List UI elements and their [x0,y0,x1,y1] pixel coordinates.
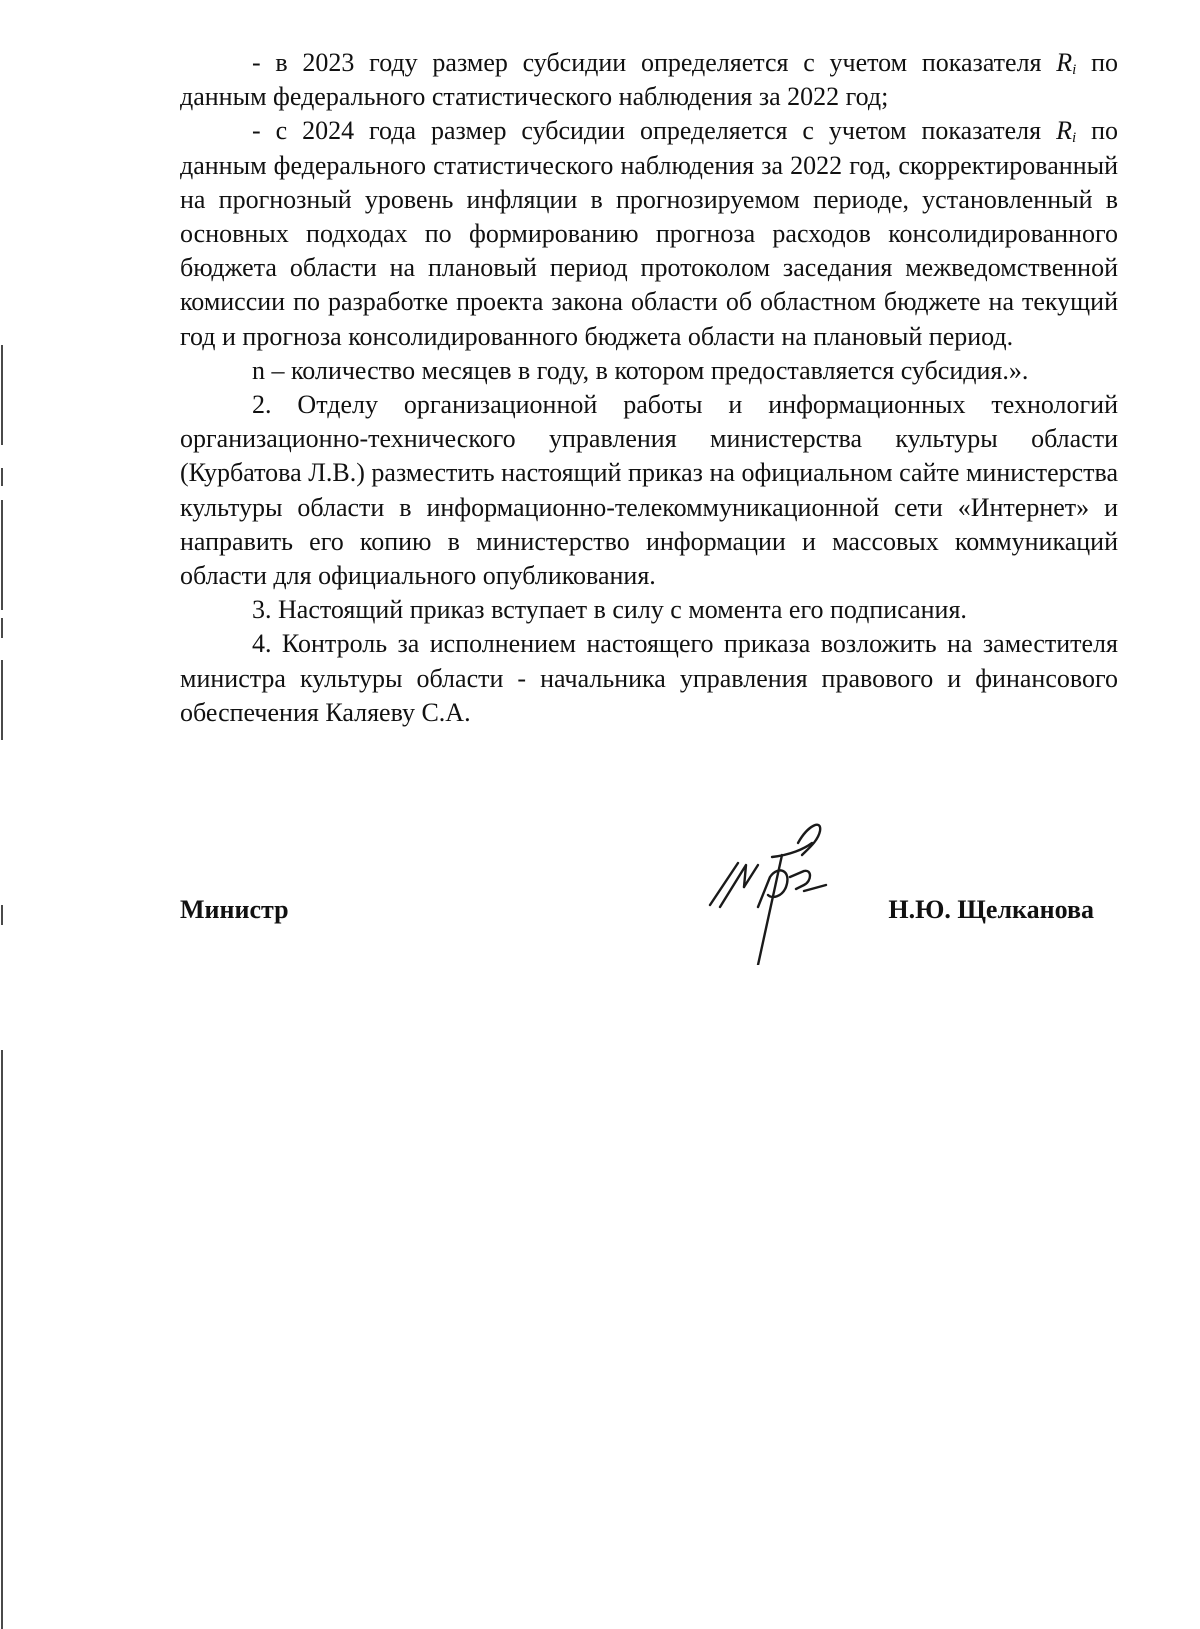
paragraph-item-2: 2. Отделу организационной работы и информационных технологий организационно-технического управления министерства культуры области (Курбатова Л.В.) разместить настоящий приказ на официальном сайте министерства культуры области в информационно-телекоммуникационной сети «Интернет» и направить его копию в министерство информации и массовых коммуникаций области для официального опубликования. [180,390,1118,591]
signer-name: Н.Ю. Щелканова [888,895,1094,924]
handwritten-signature [700,815,870,965]
indicator-symbol: $R_i$ [1056,116,1077,147]
paragraph-item-3: 3. Настоящий приказ вступает в силу с момента его подписания. [252,595,967,625]
scan-edge-mark [1,618,3,638]
signature-block [180,885,1118,935]
scan-edge-mark [1,660,3,740]
scan-edge-mark [1,905,3,925]
indicator-symbol: $R_i$ [1056,48,1077,78]
signer-role: Министр [180,895,289,924]
scan-edge-mark [1,500,3,610]
paragraph-2024: - с 2024 года размер субсидии определяется с учетом показателя $R_i$ по данным федерального статистического наблюдения за 2022 год, скорректированный на прогнозный уровень инфляции в прогнозируемом периоде, установленный в основных подходах по формированию прогноза расходов консолидированного бюджета области на плановый период протоколом заседания межведомственной комиссии по разработке проекта закона области об областном бюджете на текущий год и прогноза консолидированного бюджета области на плановый период. [180,116,1118,351]
paragraph-months: n – количество месяцев в году, в котором предоставляется субсидия.». [252,355,1029,385]
scan-edge-mark [1,1050,3,1629]
scan-edge-mark [1,345,3,445]
scan-edge-mark [1,468,3,486]
paragraph-item-4: 4. Контроль за исполнением настоящего приказа возложить на заместителя министра культуры области - начальника управления правового и финансового обеспечения Каляеву С.А. [180,629,1118,727]
document-body [180,46,1118,730]
paragraph-2023: - в 2023 году размер субсидии определяется с учетом показателя $R_i$ по данным федерального статистического наблюдения за 2022 год; [180,48,1118,112]
